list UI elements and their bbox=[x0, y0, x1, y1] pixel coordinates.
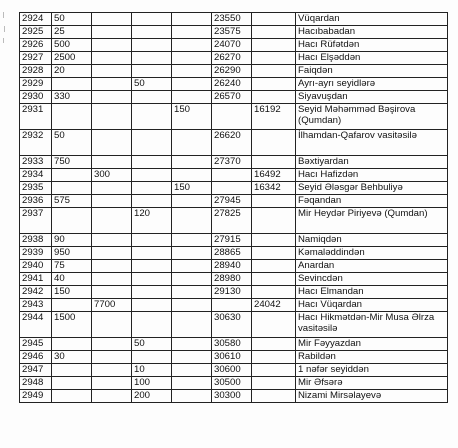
income-cell: 150 bbox=[52, 286, 92, 299]
amount-col-4-cell: 150 bbox=[172, 104, 212, 130]
table-row bbox=[20, 52, 448, 65]
table-row bbox=[20, 364, 448, 377]
income-cell: 330 bbox=[52, 91, 92, 104]
balance-col-2-cell bbox=[252, 286, 296, 299]
balance-col-2-cell: 16192 bbox=[252, 104, 296, 130]
balance-col-2-cell bbox=[252, 65, 296, 78]
table-row bbox=[20, 91, 448, 104]
description-cell: Sevincdən bbox=[296, 273, 448, 286]
amount-col-4-cell bbox=[172, 91, 212, 104]
amount-col-2-cell: 300 bbox=[92, 169, 132, 182]
table-row bbox=[20, 286, 448, 299]
amount-col-2-cell bbox=[92, 390, 132, 403]
income-cell: 30 bbox=[52, 351, 92, 364]
amount-col-2-cell bbox=[92, 234, 132, 247]
expense-cell bbox=[132, 39, 172, 52]
amount-col-2-cell bbox=[92, 247, 132, 260]
amount-col-2-cell bbox=[92, 377, 132, 390]
description-cell: Siyavuşdan bbox=[296, 91, 448, 104]
table-row bbox=[20, 299, 448, 312]
amount-col-2-cell bbox=[92, 182, 132, 195]
amount-col-4-cell bbox=[172, 13, 212, 26]
balance-col-2-cell bbox=[252, 234, 296, 247]
description-cell: Mir Fəyyazdan bbox=[296, 338, 448, 351]
description-cell: Namiqdən bbox=[296, 234, 448, 247]
description-cell: Anardan bbox=[296, 260, 448, 273]
description-cell: Hacı Hikmətdən-Mir Musa Əlrza vasitəsilə bbox=[296, 312, 448, 338]
income-cell bbox=[52, 208, 92, 234]
amount-col-4-cell bbox=[172, 78, 212, 91]
amount-col-4-cell bbox=[172, 390, 212, 403]
amount-col-4-cell bbox=[172, 312, 212, 338]
entry-number-cell: 2936 bbox=[20, 195, 52, 208]
balance-cell: 24070 bbox=[212, 39, 252, 52]
expense-cell: 50 bbox=[132, 78, 172, 91]
income-cell: 75 bbox=[52, 260, 92, 273]
expense-cell: 120 bbox=[132, 208, 172, 234]
balance-cell: 29130 bbox=[212, 286, 252, 299]
table-row bbox=[20, 104, 448, 130]
entry-number-cell: 2944 bbox=[20, 312, 52, 338]
balance-col-2-cell bbox=[252, 156, 296, 169]
entry-number-cell: 2941 bbox=[20, 273, 52, 286]
expense-cell bbox=[132, 52, 172, 65]
amount-col-2-cell bbox=[92, 351, 132, 364]
income-cell bbox=[52, 338, 92, 351]
table-row bbox=[20, 39, 448, 52]
description-cell: Bəxtiyardan bbox=[296, 156, 448, 169]
income-cell: 2500 bbox=[52, 52, 92, 65]
expense-cell bbox=[132, 195, 172, 208]
entry-number-cell: 2935 bbox=[20, 182, 52, 195]
amount-col-4-cell bbox=[172, 377, 212, 390]
expense-cell bbox=[132, 286, 172, 299]
entry-number-cell: 2924 bbox=[20, 13, 52, 26]
balance-cell: 30610 bbox=[212, 351, 252, 364]
table-row bbox=[20, 26, 448, 39]
balance-cell bbox=[212, 169, 252, 182]
amount-col-2-cell bbox=[92, 91, 132, 104]
expense-cell bbox=[132, 312, 172, 338]
entry-number-cell: 2928 bbox=[20, 65, 52, 78]
entry-number-cell: 2929 bbox=[20, 78, 52, 91]
income-cell: 1500 bbox=[52, 312, 92, 338]
table-row bbox=[20, 338, 448, 351]
expense-cell bbox=[132, 260, 172, 273]
balance-cell: 27915 bbox=[212, 234, 252, 247]
income-cell: 90 bbox=[52, 234, 92, 247]
balance-col-2-cell bbox=[252, 312, 296, 338]
description-cell: Hacı Hafizdən bbox=[296, 169, 448, 182]
amount-col-4-cell bbox=[172, 130, 212, 156]
description-cell: Seyid Ələsgər Behbuliyə bbox=[296, 182, 448, 195]
amount-col-2-cell bbox=[92, 260, 132, 273]
expense-cell bbox=[132, 65, 172, 78]
description-cell: Hacı Rüfətdən bbox=[296, 39, 448, 52]
description-cell: 1 nəfər seyiddən bbox=[296, 364, 448, 377]
balance-cell: 28865 bbox=[212, 247, 252, 260]
table-row bbox=[20, 78, 448, 91]
income-cell: 40 bbox=[52, 273, 92, 286]
income-cell: 500 bbox=[52, 39, 92, 52]
expense-cell bbox=[132, 156, 172, 169]
expense-cell bbox=[132, 13, 172, 26]
income-cell: 50 bbox=[52, 130, 92, 156]
description-cell: Hacıbabadan bbox=[296, 26, 448, 39]
description-cell: Ayrı-ayrı seyidlərə bbox=[296, 78, 448, 91]
entry-number-cell: 2931 bbox=[20, 104, 52, 130]
balance-cell: 30300 bbox=[212, 390, 252, 403]
balance-col-2-cell bbox=[252, 364, 296, 377]
expense-cell bbox=[132, 234, 172, 247]
balance-cell: 30630 bbox=[212, 312, 252, 338]
balance-cell: 27945 bbox=[212, 195, 252, 208]
balance-cell: 26570 bbox=[212, 91, 252, 104]
balance-col-2-cell: 24042 bbox=[252, 299, 296, 312]
balance-col-2-cell bbox=[252, 208, 296, 234]
balance-col-2-cell bbox=[252, 52, 296, 65]
income-cell bbox=[52, 299, 92, 312]
balance-cell bbox=[212, 182, 252, 195]
expense-cell: 10 bbox=[132, 364, 172, 377]
amount-col-2-cell bbox=[92, 13, 132, 26]
balance-cell: 28940 bbox=[212, 260, 252, 273]
amount-col-2-cell bbox=[92, 65, 132, 78]
balance-cell: 23575 bbox=[212, 26, 252, 39]
table-row bbox=[20, 130, 448, 156]
table-row bbox=[20, 195, 448, 208]
amount-col-4-cell bbox=[172, 338, 212, 351]
entry-number-cell: 2927 bbox=[20, 52, 52, 65]
amount-col-2-cell bbox=[92, 52, 132, 65]
amount-col-4-cell bbox=[172, 351, 212, 364]
description-cell: Seyid Məhəmməd Bəşirova (Qumdan) bbox=[296, 104, 448, 130]
table-row bbox=[20, 377, 448, 390]
amount-col-4-cell bbox=[172, 26, 212, 39]
amount-col-2-cell bbox=[92, 104, 132, 130]
description-cell: Mir Heydər Piriyevə (Qumdan) bbox=[296, 208, 448, 234]
income-cell bbox=[52, 78, 92, 91]
balance-col-2-cell bbox=[252, 13, 296, 26]
balance-col-2-cell bbox=[252, 390, 296, 403]
balance-col-2-cell: 16492 bbox=[252, 169, 296, 182]
entry-number-cell: 2933 bbox=[20, 156, 52, 169]
table-row bbox=[20, 234, 448, 247]
balance-col-2-cell bbox=[252, 91, 296, 104]
expense-cell bbox=[132, 247, 172, 260]
balance-col-2-cell bbox=[252, 39, 296, 52]
balance-col-2-cell bbox=[252, 195, 296, 208]
balance-cell: 26240 bbox=[212, 78, 252, 91]
income-cell: 50 bbox=[52, 13, 92, 26]
description-cell: İlhamdan-Qafarov vasitəsilə bbox=[296, 130, 448, 156]
amount-col-4-cell bbox=[172, 260, 212, 273]
income-cell: 750 bbox=[52, 156, 92, 169]
description-cell: Hacı Elşəddən bbox=[296, 52, 448, 65]
expense-cell bbox=[132, 299, 172, 312]
income-cell bbox=[52, 169, 92, 182]
scan-margin-mark bbox=[1, 8, 7, 48]
balance-cell: 26270 bbox=[212, 52, 252, 65]
amount-col-4-cell bbox=[172, 364, 212, 377]
entry-number-cell: 2938 bbox=[20, 234, 52, 247]
amount-col-4-cell bbox=[172, 273, 212, 286]
balance-col-2-cell bbox=[252, 26, 296, 39]
amount-col-4-cell bbox=[172, 169, 212, 182]
balance-cell: 23550 bbox=[212, 13, 252, 26]
balance-col-2-cell bbox=[252, 130, 296, 156]
amount-col-2-cell bbox=[92, 39, 132, 52]
income-cell: 20 bbox=[52, 65, 92, 78]
description-cell: Vüqardan bbox=[296, 13, 448, 26]
ledger-body bbox=[20, 13, 448, 403]
income-cell: 950 bbox=[52, 247, 92, 260]
table-row bbox=[20, 273, 448, 286]
entry-number-cell: 2934 bbox=[20, 169, 52, 182]
expense-cell bbox=[132, 26, 172, 39]
balance-col-2-cell bbox=[252, 273, 296, 286]
amount-col-4-cell bbox=[172, 39, 212, 52]
amount-col-4-cell bbox=[172, 52, 212, 65]
income-cell bbox=[52, 377, 92, 390]
amount-col-4-cell bbox=[172, 234, 212, 247]
table-row bbox=[20, 169, 448, 182]
expense-cell: 200 bbox=[132, 390, 172, 403]
description-cell: Rabildən bbox=[296, 351, 448, 364]
expense-cell bbox=[132, 104, 172, 130]
description-cell: Fəqandan bbox=[296, 195, 448, 208]
amount-col-2-cell bbox=[92, 195, 132, 208]
table-row bbox=[20, 312, 448, 338]
expense-cell: 50 bbox=[132, 338, 172, 351]
amount-col-4-cell bbox=[172, 247, 212, 260]
entry-number-cell: 2932 bbox=[20, 130, 52, 156]
amount-col-4-cell bbox=[172, 208, 212, 234]
description-cell: Mir Əfsərə bbox=[296, 377, 448, 390]
amount-col-4-cell bbox=[172, 156, 212, 169]
entry-number-cell: 2930 bbox=[20, 91, 52, 104]
amount-col-2-cell bbox=[92, 286, 132, 299]
table-row bbox=[20, 260, 448, 273]
expense-cell: 100 bbox=[132, 377, 172, 390]
ledger-table bbox=[19, 12, 448, 403]
amount-col-2-cell bbox=[92, 312, 132, 338]
income-cell bbox=[52, 104, 92, 130]
expense-cell bbox=[132, 182, 172, 195]
amount-col-4-cell bbox=[172, 299, 212, 312]
entry-number-cell: 2947 bbox=[20, 364, 52, 377]
amount-col-2-cell: 7700 bbox=[92, 299, 132, 312]
table-row bbox=[20, 156, 448, 169]
balance-col-2-cell bbox=[252, 78, 296, 91]
balance-cell bbox=[212, 104, 252, 130]
balance-cell bbox=[212, 299, 252, 312]
income-cell bbox=[52, 364, 92, 377]
entry-number-cell: 2945 bbox=[20, 338, 52, 351]
balance-cell: 27825 bbox=[212, 208, 252, 234]
amount-col-2-cell bbox=[92, 273, 132, 286]
table-row bbox=[20, 247, 448, 260]
balance-cell: 26620 bbox=[212, 130, 252, 156]
balance-cell: 30580 bbox=[212, 338, 252, 351]
expense-cell bbox=[132, 273, 172, 286]
balance-col-2-cell bbox=[252, 260, 296, 273]
entry-number-cell: 2946 bbox=[20, 351, 52, 364]
balance-cell: 28980 bbox=[212, 273, 252, 286]
income-cell bbox=[52, 390, 92, 403]
entry-number-cell: 2925 bbox=[20, 26, 52, 39]
entry-number-cell: 2926 bbox=[20, 39, 52, 52]
entry-number-cell: 2939 bbox=[20, 247, 52, 260]
description-cell: Kəmaləddindən bbox=[296, 247, 448, 260]
amount-col-2-cell bbox=[92, 78, 132, 91]
balance-cell: 30600 bbox=[212, 364, 252, 377]
entry-number-cell: 2940 bbox=[20, 260, 52, 273]
amount-col-2-cell bbox=[92, 156, 132, 169]
amount-col-4-cell: 150 bbox=[172, 182, 212, 195]
income-cell bbox=[52, 182, 92, 195]
balance-cell: 30500 bbox=[212, 377, 252, 390]
description-cell: Hacı Vüqardan bbox=[296, 299, 448, 312]
balance-cell: 27370 bbox=[212, 156, 252, 169]
amount-col-2-cell bbox=[92, 338, 132, 351]
amount-col-2-cell bbox=[92, 26, 132, 39]
balance-col-2-cell bbox=[252, 351, 296, 364]
table-row bbox=[20, 65, 448, 78]
description-cell: Hacı Elmandan bbox=[296, 286, 448, 299]
table-row bbox=[20, 13, 448, 26]
entry-number-cell: 2948 bbox=[20, 377, 52, 390]
entry-number-cell: 2943 bbox=[20, 299, 52, 312]
expense-cell bbox=[132, 169, 172, 182]
balance-col-2-cell bbox=[252, 338, 296, 351]
balance-col-2-cell: 16342 bbox=[252, 182, 296, 195]
entry-number-cell: 2949 bbox=[20, 390, 52, 403]
balance-cell: 26290 bbox=[212, 65, 252, 78]
entry-number-cell: 2937 bbox=[20, 208, 52, 234]
expense-cell bbox=[132, 351, 172, 364]
balance-col-2-cell bbox=[252, 377, 296, 390]
amount-col-2-cell bbox=[92, 208, 132, 234]
entry-number-cell: 2942 bbox=[20, 286, 52, 299]
amount-col-4-cell bbox=[172, 286, 212, 299]
expense-cell bbox=[132, 130, 172, 156]
table-row bbox=[20, 390, 448, 403]
table-row bbox=[20, 351, 448, 364]
amount-col-4-cell bbox=[172, 65, 212, 78]
expense-cell bbox=[132, 91, 172, 104]
table-row bbox=[20, 208, 448, 234]
income-cell: 25 bbox=[52, 26, 92, 39]
amount-col-2-cell bbox=[92, 364, 132, 377]
description-cell: Nizami Mirsəlayevə bbox=[296, 390, 448, 403]
description-cell: Faiqdən bbox=[296, 65, 448, 78]
balance-col-2-cell bbox=[252, 247, 296, 260]
amount-col-2-cell bbox=[92, 130, 132, 156]
table-row bbox=[20, 182, 448, 195]
income-cell: 575 bbox=[52, 195, 92, 208]
amount-col-4-cell bbox=[172, 195, 212, 208]
